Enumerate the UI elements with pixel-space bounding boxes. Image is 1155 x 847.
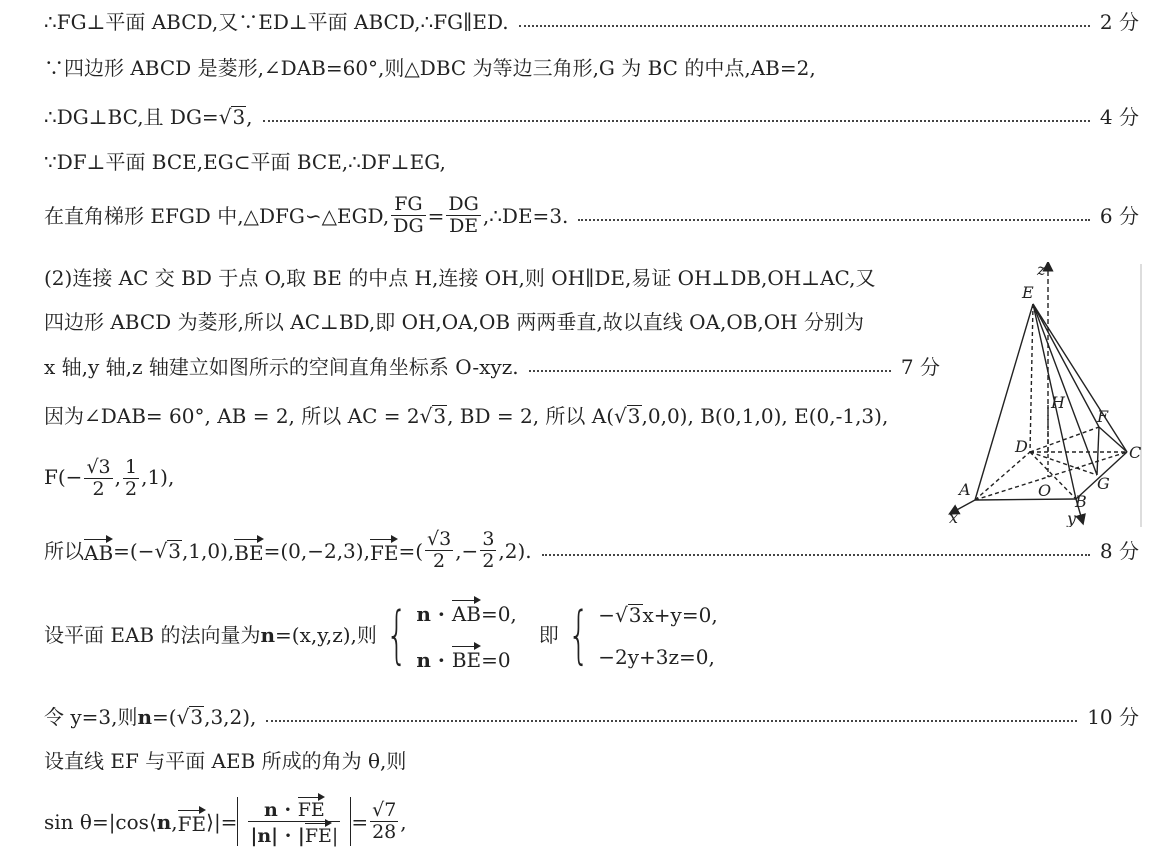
line-3-sqrt: 3 <box>232 105 246 129</box>
line-9-text-b: , BD = 2, 所以 A( <box>447 404 615 428</box>
linear-system: −√3x+y=0, −2y+3z=0, <box>598 602 718 669</box>
line-9: 因为∠DAB= 60°, AB = 2, 所以 AC = 2√3, BD = 2, 所以 A(√3,0,0), B(0,1,0), E(0,-1,3), <box>44 404 889 428</box>
score-10: 10 分 <box>1087 704 1139 729</box>
edge-db <box>1030 452 1076 499</box>
edge-ed <box>1030 304 1033 452</box>
label-x: x <box>949 508 959 527</box>
edge-fg <box>1097 427 1099 475</box>
label-a: A <box>959 480 971 499</box>
left-brace: { <box>567 598 590 672</box>
line-6-text: (2)连接 AC 交 BD 于点 O,取 BE 的中点 H,连接 OH,则 OH∥DE,易证 OH⊥DB,OH⊥AC,又 <box>44 266 876 290</box>
score-8: 8 分 <box>1099 538 1139 563</box>
line-8-text: x 轴,y 轴,z 轴建立如图所示的空间直角坐标系 O-xyz. <box>44 355 519 379</box>
edge-ab <box>975 499 1076 500</box>
line-14-text: 设直线 EF 与平面 AEB 所成的角为 θ,则 <box>44 749 407 773</box>
fraction-cos-angle: $\frac{n \cdot FE}{|n| \cdot |FE|}$ <box>250 799 339 847</box>
edge-ad <box>975 452 1030 500</box>
score-4: 4 分 <box>1099 104 1139 129</box>
line-5-text-b: ,∴DE=3. <box>482 203 569 228</box>
line-9-text-a: 因为∠DAB= 60°, AB = 2, 所以 AC = 2 <box>44 404 420 428</box>
line-5: 在直角梯形 EFGD 中,△DFG∽△EGD, $\frac{FG}{DG}$ = $\frac{DG}{DE}$ ,∴DE=3. 6 分 <box>44 193 1139 237</box>
line-3-text-a: ∴DG⊥BC,且 DG= <box>44 104 219 129</box>
line-3: ∴DG⊥BC,且 DG= √ 3 , 4 分 <box>44 104 1139 129</box>
fraction-result: $\frac{√7}{28}$ <box>372 799 397 843</box>
fraction-1-2: $\frac{1}{2}$ <box>125 456 138 500</box>
line-13: 令 y=3,则 n =( √ 3 ,3,2), 10 分 <box>44 704 1139 729</box>
fraction-3-2: $\frac{3}{2}$ <box>482 528 495 572</box>
label-y: y <box>1067 509 1077 527</box>
line-3-text-b: , <box>246 104 253 129</box>
line-11: 所以 AB =(− √ 3 ,1,0), BE =(0,−2,3), FE =( $\frac{√3}{2}$ ,− $\frac{3}{2}$ ,2). 8 分 <box>44 528 1139 572</box>
fraction-fg-dg: $\frac{FG}{DG}$ <box>393 193 424 237</box>
absolute-value <box>237 797 351 846</box>
fraction-dg-de: $\frac{DG}{DE}$ <box>448 193 479 237</box>
line-4 <box>44 152 446 172</box>
line-6 <box>44 268 875 288</box>
leader-dots <box>266 720 1077 722</box>
leader-dots <box>263 120 1090 122</box>
label-o: O <box>1038 481 1052 500</box>
vector-ab: AB <box>84 540 114 565</box>
leader-dots <box>542 554 1090 556</box>
line-1-text: ∴FG⊥平面 ABCD,又∵ED⊥平面 ABCD,∴FG∥ED. <box>44 10 509 34</box>
fraction-sqrt3-2: $\frac{√3}{2}$ <box>427 528 452 572</box>
leader-dots <box>578 219 1090 221</box>
line-2-text: ∵四边形 ABCD 是菱形,∠DAB=60°,则△DBC 为等边三角形,G 为 BC 的中点,AB=2, <box>44 56 816 80</box>
vector-fe: FE <box>369 540 399 565</box>
label-e: E <box>1022 283 1034 302</box>
line-4-text: ∵DF⊥平面 BCE,EG⊂平面 BCE,∴DF⊥EG, <box>44 150 446 174</box>
label-c: C <box>1129 443 1142 462</box>
line-7 <box>44 312 864 332</box>
label-z: z <box>1037 262 1046 279</box>
normal-vector-system: n · AB=0, n · BE=0 <box>416 602 517 672</box>
fraction-neg-sqrt3-2: $\frac{√3}{2}$ <box>86 456 111 500</box>
line-14 <box>44 751 406 771</box>
line-2 <box>44 58 816 78</box>
line-9-sqrt-1: 3 <box>433 404 447 428</box>
label-b: B <box>1075 492 1087 511</box>
edge-ef <box>1033 304 1099 427</box>
line-10: F(− $\frac{√3}{2}$ , $\frac{1}{2}$ ,1), <box>44 456 175 500</box>
label-h: H <box>1051 393 1065 412</box>
label-d: D <box>1015 437 1028 456</box>
line-15: sin θ=|cos⟨ n , FE ⟩|= $\frac{n \cdot FE}{|n| \cdot |FE|}$ = $\frac{√7}{28}$ , <box>44 799 407 847</box>
line-5-text-a: 在直角梯形 EFGD 中,△DFG∽△EGD, <box>44 203 390 228</box>
line-9-sqrt-2: 3 <box>627 404 641 428</box>
leader-dots <box>519 25 1090 27</box>
score-2: 2 分 <box>1099 10 1139 34</box>
vector-be: BE <box>234 540 264 565</box>
label-g: G <box>1097 474 1110 493</box>
line-12: 设平面 EAB 的法向量为 n =(x,y,z),则 { n · AB=0, n · BE=0 即 { −√3x+y=0, −2y+3z=0, <box>44 598 718 672</box>
edge-ea <box>975 304 1033 500</box>
line-1 <box>44 12 1139 32</box>
score-7: 7 分 <box>900 355 940 379</box>
line-8 <box>44 357 940 377</box>
line-7-text: 四边形 ABCD 为菱形,所以 AC⊥BD,即 OH,OA,OB 两两垂直,故以直线 OA,OB,OH 分别为 <box>44 310 864 334</box>
line-9-text-c: ,0,0), B(0,1,0), E(0,-1,3), <box>641 404 889 428</box>
left-brace: { <box>385 598 408 672</box>
pyramid-figure <box>945 262 1145 527</box>
score-6: 6 分 <box>1099 203 1139 228</box>
label-f: F <box>1097 407 1109 426</box>
leader-dots <box>529 370 891 372</box>
